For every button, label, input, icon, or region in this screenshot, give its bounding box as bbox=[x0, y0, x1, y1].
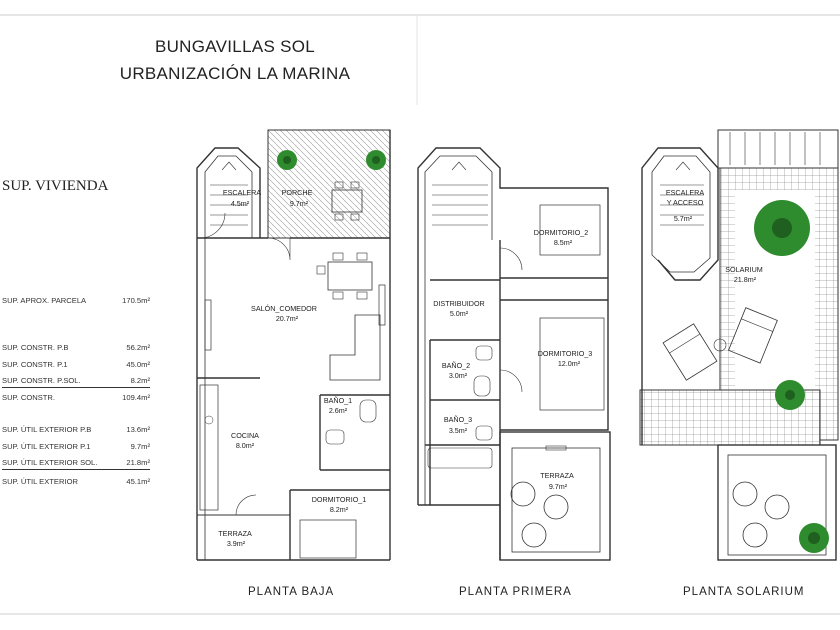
door-swing bbox=[236, 495, 256, 515]
shrub-center bbox=[808, 532, 820, 544]
room-bano3-area: 3.5m² bbox=[448, 426, 468, 435]
stair-tower-inner bbox=[205, 156, 252, 560]
spec-value: 45.1m² bbox=[126, 477, 150, 486]
door-swing bbox=[500, 370, 522, 392]
toilet bbox=[474, 376, 490, 396]
stair-treads bbox=[432, 185, 488, 225]
project-subtitle: URBANIZACIÓN LA MARINA bbox=[119, 64, 351, 83]
room-terraza-area: 3.9m² bbox=[226, 539, 246, 548]
room-solarium-name: SOLARIUM bbox=[725, 265, 763, 274]
primera-terraza-outline bbox=[500, 432, 610, 560]
chair bbox=[357, 253, 367, 260]
stair-arrow bbox=[676, 162, 690, 170]
spec-value: 56.2m² bbox=[126, 343, 150, 352]
room-porche-area: 9.7m² bbox=[289, 199, 309, 208]
plan-label-baja: PLANTA BAJA bbox=[248, 586, 335, 598]
terraza-inner bbox=[512, 448, 600, 552]
terrace-chair bbox=[733, 482, 757, 506]
spec-value: 45.0m² bbox=[126, 360, 150, 369]
room-bano1-area: 2.6m² bbox=[328, 406, 348, 415]
primera-outline bbox=[418, 148, 608, 505]
room-salon-name: SALÓN_COMEDOR bbox=[251, 304, 317, 313]
room-solarium-area: 21.8m² bbox=[733, 275, 757, 284]
room-dormitorio1-name: DORMITORIO_1 bbox=[311, 495, 367, 504]
room-cocina-area: 8.0m² bbox=[235, 441, 255, 450]
palm-center bbox=[372, 156, 380, 164]
room-escalera-area: 4.5m² bbox=[230, 199, 250, 208]
room-dormitorio3-name: DORMITORIO_3 bbox=[537, 349, 593, 358]
spec-label: SUP. APROX. PARCELA bbox=[2, 296, 87, 305]
spec-label: SUP. CONSTR. P.B bbox=[2, 343, 69, 352]
room-dormitorio2-area: 8.5m² bbox=[553, 238, 573, 247]
palm-center bbox=[283, 156, 291, 164]
sofa bbox=[330, 315, 380, 380]
spec-label: SUP. CONSTR. bbox=[2, 393, 56, 402]
spec-label: SUP. CONSTR. P.1 bbox=[2, 360, 68, 369]
spec-value: 170.5m² bbox=[122, 296, 150, 305]
terrace-chair bbox=[522, 523, 546, 547]
room-distribuidor-name: DISTRIBUIDOR bbox=[433, 299, 485, 308]
spec-label: SUP. ÚTIL EXTERIOR P.1 bbox=[2, 442, 91, 451]
terrace-chair bbox=[544, 495, 568, 519]
spec-label: SUP. ÚTIL EXTERIOR P.B bbox=[2, 425, 92, 434]
chair bbox=[333, 292, 343, 299]
room-escalera-acceso-area: 5.7m² bbox=[673, 214, 693, 223]
bathtub bbox=[428, 448, 492, 468]
room-bano2-name: BAÑO_2 bbox=[441, 361, 471, 370]
porche-deck bbox=[268, 130, 390, 238]
spec-label: SUP. ÚTIL EXTERIOR SOL. bbox=[2, 458, 98, 467]
spec-value: 9.7m² bbox=[130, 442, 150, 451]
kitchen-counter bbox=[200, 385, 218, 510]
toilet bbox=[360, 400, 376, 422]
chair bbox=[317, 266, 325, 274]
terrace-chair bbox=[743, 523, 767, 547]
washbasin bbox=[326, 430, 344, 444]
spec-label: SUP. CONSTR. P.SOL. bbox=[2, 376, 81, 385]
lounger-back bbox=[669, 334, 700, 353]
stair-arrow bbox=[222, 162, 236, 170]
spec-label: SUP. ÚTIL EXTERIOR bbox=[2, 477, 78, 486]
spec-value: 13.6m² bbox=[126, 425, 150, 434]
primera-stair-inner bbox=[425, 156, 492, 505]
terrace-chair bbox=[765, 495, 789, 519]
summary-heading: SUP. VIVIENDA bbox=[2, 178, 109, 194]
room-escalera-acceso-line1: ESCALERA bbox=[665, 188, 705, 197]
room-bano1-name: BAÑO_1 bbox=[323, 396, 353, 405]
room-salon-area: 20.7m² bbox=[275, 314, 299, 323]
stair-arrow bbox=[452, 162, 466, 170]
room-cocina-name: COCINA bbox=[231, 431, 259, 440]
washbasin bbox=[476, 346, 492, 360]
door-swing bbox=[268, 238, 290, 260]
chair bbox=[357, 292, 367, 299]
bed bbox=[300, 520, 356, 558]
project-title: BUNGAVILLAS SOL bbox=[154, 37, 316, 56]
palm-center bbox=[772, 218, 792, 238]
spec-value: 21.8m² bbox=[126, 458, 150, 467]
palm-center bbox=[785, 390, 795, 400]
room-dormitorio2-name: DORMITORIO_2 bbox=[533, 228, 589, 237]
plan-label-primera: PLANTA PRIMERA bbox=[459, 586, 572, 598]
room-terraza-name: TERRAZA bbox=[218, 529, 252, 538]
washbasin bbox=[476, 426, 492, 440]
dining-table bbox=[328, 262, 372, 290]
spec-value: 8.2m² bbox=[130, 376, 150, 385]
plan-label-solarium: PLANTA SOLARIUM bbox=[683, 586, 805, 598]
terrace-chair bbox=[511, 482, 535, 506]
room-porche-name: PORCHE bbox=[281, 188, 313, 197]
room-terraza1-name: TERRAZA bbox=[540, 471, 574, 480]
room-bano3-name: BAÑO_3 bbox=[443, 415, 473, 424]
room-distribuidor-area: 5.0m² bbox=[449, 309, 469, 318]
window bbox=[205, 300, 211, 350]
room-escalera-acceso-line2: Y ACCESO bbox=[666, 198, 704, 207]
stair-tower-outline bbox=[197, 148, 260, 560]
room-escalera-name: ESCALERA bbox=[222, 188, 262, 197]
door-swing bbox=[200, 213, 225, 238]
door-swing bbox=[500, 248, 522, 270]
room-terraza1-area: 9.7m² bbox=[548, 482, 568, 491]
chair bbox=[333, 253, 343, 260]
sun-lounger bbox=[663, 324, 717, 380]
room-dormitorio3-area: 12.0m² bbox=[557, 359, 581, 368]
spec-value: 109.4m² bbox=[122, 393, 150, 402]
room-bano2-area: 3.0m² bbox=[448, 371, 468, 380]
sink bbox=[205, 416, 213, 424]
room-dormitorio1-area: 8.2m² bbox=[329, 505, 349, 514]
